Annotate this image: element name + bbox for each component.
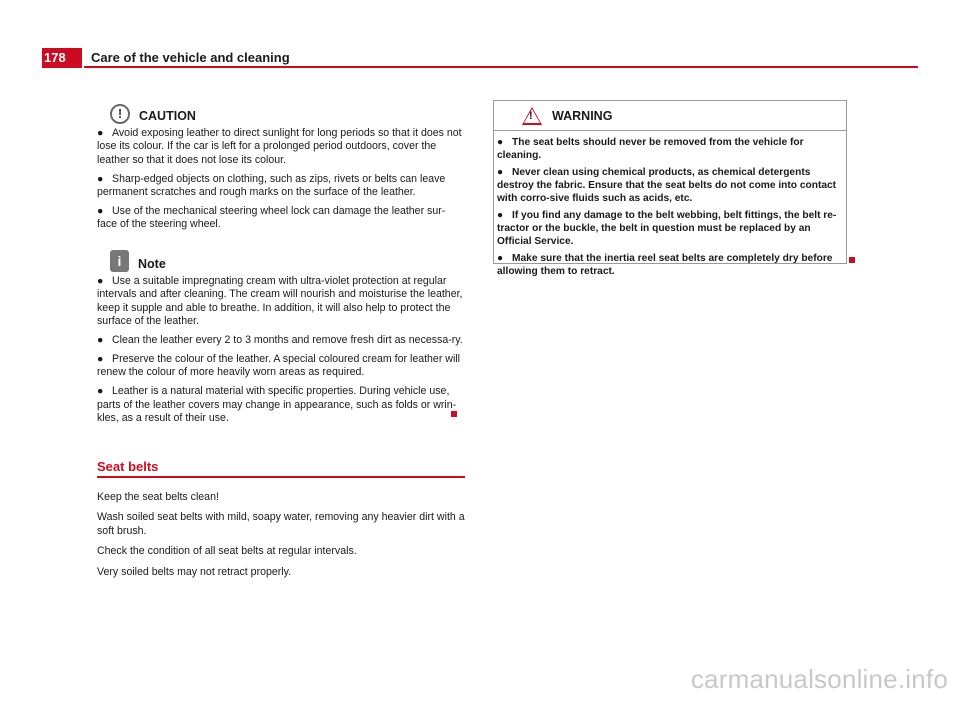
warning-glyph: ! [529,109,533,122]
body-paragraph: Very soiled belts may not retract properly. [97,565,292,578]
seat-belts-body [97,491,465,586]
page-header-title: Care of the vehicle and cleaning [91,50,290,65]
warning-body [494,131,846,278]
warning-title: WARNING [552,108,613,123]
note-title: Note [138,256,166,271]
bullet-icon: ● [97,385,104,398]
section-divider [97,476,465,478]
bullet-icon: ● [97,274,104,287]
note-item: ● Use a suitable impregnating cream with ultra-violet protection at regular intervals and after cleaning. The cream will nourish and moisturise the leather, keep it supple and able to breathe. In addition, it will also help to protect the surface of the leather. [97,274,463,328]
exclamation-circle-icon: ! [110,104,130,124]
bullet-icon: ● [497,210,504,221]
body-paragraph: Check the condition of all seat belts at regular intervals. [97,545,357,558]
bullet-icon: ● [97,352,104,365]
bullet-icon: ● [497,167,504,178]
note-item: ● Leather is a natural material with specific properties. During vehicle use, parts of the leather covers may change in appearance, such as folds or wrin-kles, as a result of their use. [97,385,457,424]
warning-triangle-icon [522,107,542,125]
caution-title: CAUTION [139,109,196,123]
warning-box [493,100,847,277]
caution-heading [97,100,465,124]
caution-item: ● Avoid exposing leather to direct sunlight for long periods so that it does not lose its colour. If the car is left for a prolonged period outdoors, cover the leather so that it does not lose its colour. [97,127,462,166]
bullet-icon: ● [497,137,504,148]
warning-item: ● If you find any damage to the belt webbing, belt fittings, the belt re-tractor or the buckle, the belt in question must be replaced by an Official Service. [497,210,837,247]
bullet-icon: ● [97,205,104,218]
bullet-icon: ● [97,333,104,346]
note-heading [97,248,465,272]
note-item: ● Clean the leather every 2 to 3 months and remove fresh dirt as necessa-ry. [97,333,463,346]
section-end-marker [849,257,855,263]
section-title-seat-belts: Seat belts [97,459,159,474]
caution-item: ● Sharp-edged objects on clothing, such as zips, rivets or belts can leave permanent scratches and rough marks on the surface of the leather. [97,172,446,199]
note-item: ● Preserve the colour of the leather. A special coloured cream for leather will renew the colour of more heavily worn areas as required. [97,352,461,379]
warning-item: ● Make sure that the inertia reel seat belts are completely dry before allowing them to retract. [497,253,833,277]
warning-item: ● The seat belts should never be removed from the vehicle for cleaning. [497,137,804,161]
body-paragraph: Keep the seat belts clean! [97,491,219,503]
body-paragraph: Wash soiled seat belts with mild, soapy water, removing any heavier dirt with a soft brush. [97,511,465,537]
bullet-icon: ● [497,253,504,264]
section-end-marker [451,411,457,417]
watermark: carmanualsonline.info [690,664,948,694]
bullet-icon: ● [97,127,104,139]
left-column [97,100,465,431]
warning-heading [494,101,846,131]
page-number: 178 [42,48,82,68]
caution-item: ● Use of the mechanical steering wheel lock can damage the leather sur-face of the steering wheel. [97,205,446,231]
info-icon: i [110,250,129,272]
warning-item: ● Never clean using chemical products, as chemical detergents destroy the fabric. Ensure that the seat belts do not come into contact with corro-sive fluids such as acids, etc. [497,167,837,204]
header-divider [84,66,918,68]
bullet-icon: ● [97,172,104,185]
